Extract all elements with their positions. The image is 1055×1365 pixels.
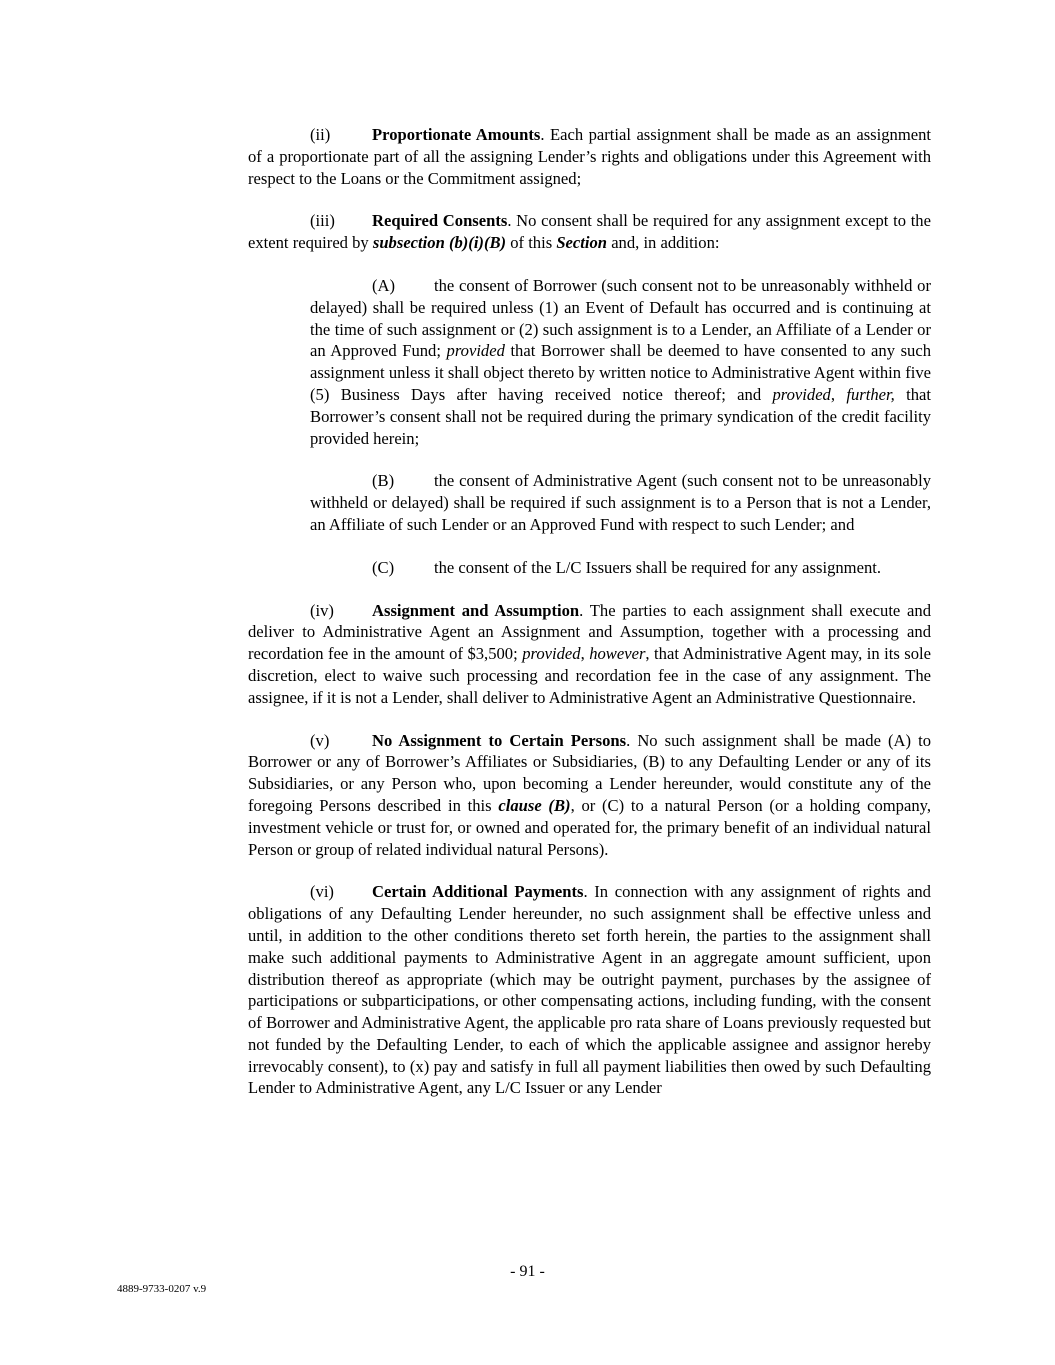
heading-proportionate-amounts: Proportionate Amounts <box>372 125 541 144</box>
document-id: 4889-9733-0207 v.9 <box>117 1283 207 1295</box>
paragraph-iv: (iv) Assignment and Assumption. The parties to each assignment shall execute and deliver to Administrative Agent an Assignment and Assumption, together with a processing and recordation fee in the amount of $3,500; provided, however, that Administrative Agent may, in its sole discretion, elect to waive such processing and recordation fee in the case of any assignment. The assignee, if it is not a Lender, shall deliver to Administrative Agent an Administrative Questionnaire. <box>248 600 932 707</box>
cross-reference: clause (B) <box>498 795 571 815</box>
paragraph-v: (v) No Assignment to Certain Persons. No such assignment shall be made (A) to Borrower or any of Borrower’s Affiliates or Subsidiaries, (B) to any Defaulting Lender or any of its Subsidiaries, or any Person who, upon becoming a Lender hereunder, would constitute any of the foregoing Persons described in this clause (B), or (C) to a natural Person (or a holding company, investment vehicle or trust for, or owned and operated for, the primary benefit of an individual natural Person or group of related individual natural Persons). <box>248 730 931 859</box>
cross-reference: Section <box>556 233 608 253</box>
heading-assignment-and-assumption: Assignment and Assumption <box>372 600 580 620</box>
cross-reference: subsection (b)(i)(B) <box>372 233 507 253</box>
page-number: - 91 - <box>510 1263 545 1280</box>
heading-no-assignment: No Assignment to Certain Persons <box>372 730 627 750</box>
subparagraph-B: (B) the consent of Administrative Agent (such consent not to be unreasonably withheld or delayed) shall be required if such assignment is to a Person that is not a Lender, an Affiliate of such Lender or an Approved Fund with respect to such Lender; and <box>310 471 931 534</box>
subparagraph-C: (C) the consent of the L/C Issuers shall be required for any assignment. <box>372 557 881 577</box>
subparagraph-A: (A) the consent of Borrower (such consent not to be unreasonably withheld or delayed) shall be required unless (1) an Event of Default has occurred and is continuing at the time of such assignment or (2) such assignment is to a Lender, an Affiliate of a Lender or an Approved Fund; provided that Borrower shall be deemed to have consented to any such assignment unless it shall object thereto by written notice to Administrative Agent within five (5) Business Days after having received notice thereof; and provided, further, that Borrower’s consent shall not be required during the primary syndication of the credit facility provided herein; <box>310 275 931 448</box>
heading-required-consents: Required Consents <box>372 211 508 231</box>
paragraph-vi: (vi) Certain Additional Payments. In connection with any assignment of rights and obligations of any Defaulting Lender hereunder, no such assignment shall be effective unless and until, in addition to the other conditions thereto set forth herein, the parties to the assignment shall make such additional payments to Administrative Agent in an aggregate amount sufficient, upon distribution thereof as appropriate (which may be outright payment, purchases by the assignee of participations or subparticipations, or other compensating actions, including funding, with the consent of Borrower and Administrative Agent, the applicable pro rata share of Loans previously requested but not funded by the Defaulting Lender, to each of which the applicable assignee and assignor hereby irrevocably consent), to (x) pay and satisfy in full all payment liabilities then owed by such Defaulting Lender to Administrative Agent, any L/C Issuer or any Lender <box>248 882 931 1098</box>
heading-certain-additional-payments: Certain Additional Payments <box>372 882 584 902</box>
paragraph-ii: (ii) Proportionate Amounts. Each partial assignment shall be made as an assignment of a proportionate part of all the assigning Lender’s rights and obligations under this Agreement with respect to the Loans or the Commitment assigned; <box>248 125 932 188</box>
paragraph-iii: (iii) Required Consents. No consent shall be required for any assignment except to the extent required by subsection (b)(i)(B) of this Section and, in addition: <box>248 211 931 253</box>
document-body <box>248 124 931 1120</box>
